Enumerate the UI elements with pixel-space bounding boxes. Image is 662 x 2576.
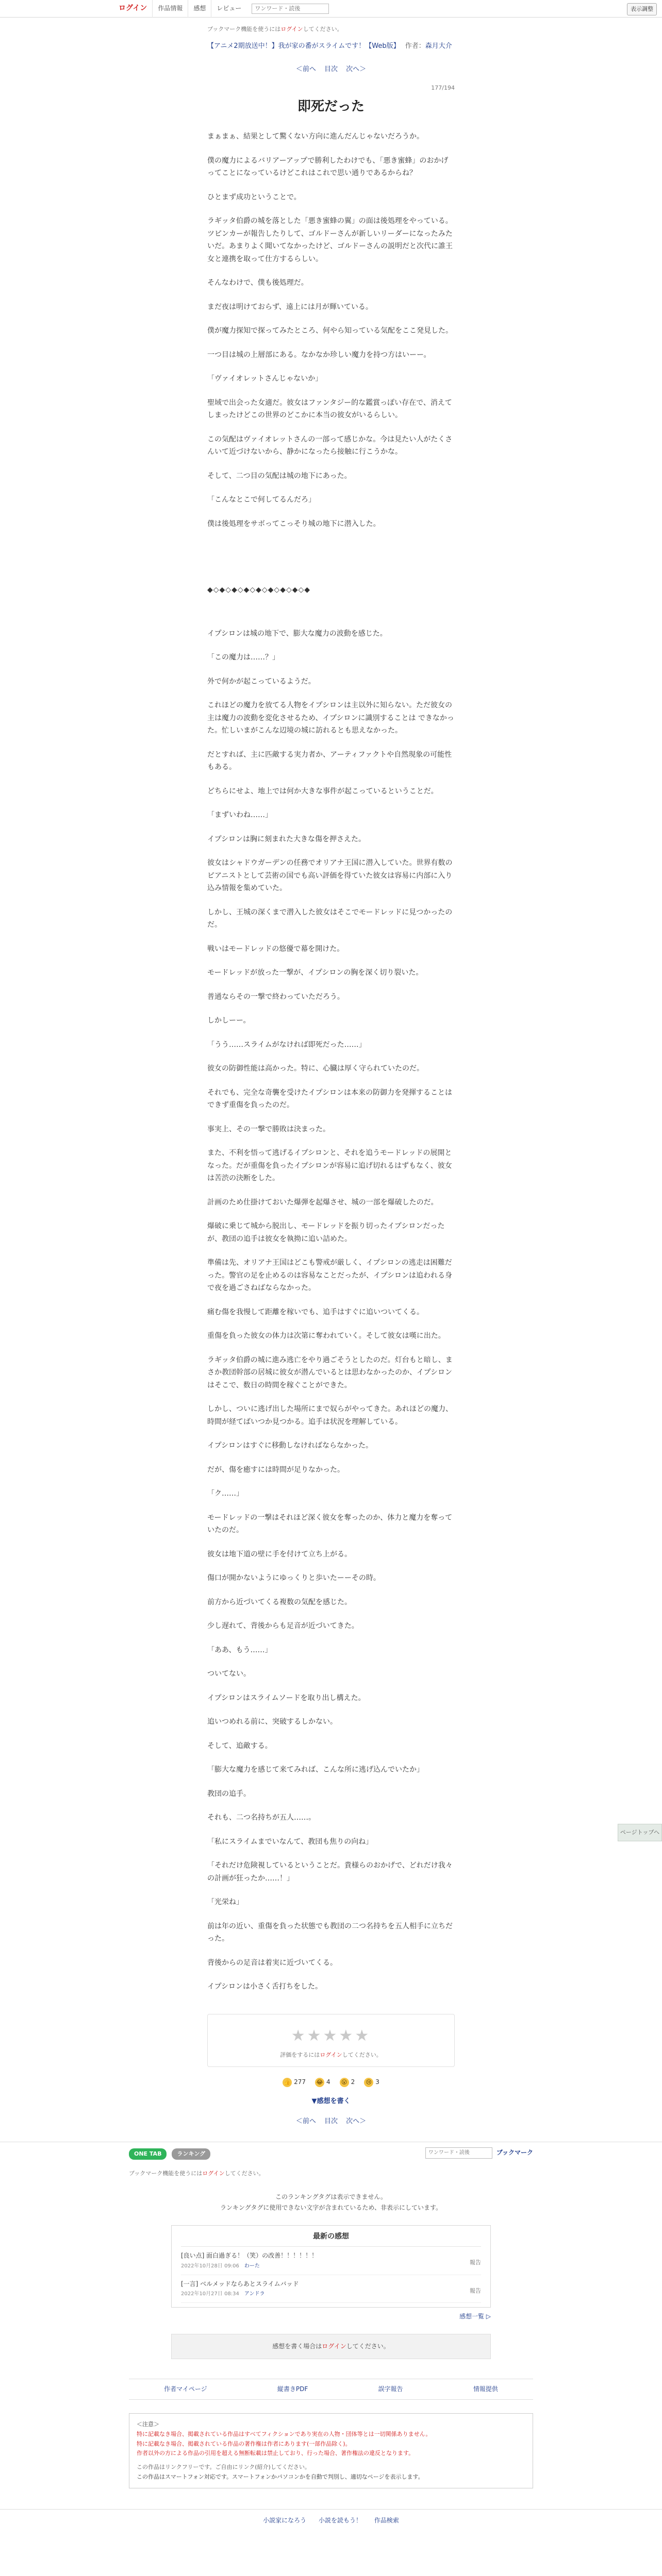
- tab-novel-info[interactable]: 作品情報: [152, 0, 188, 18]
- novel-paragraph: しかしーー。: [207, 1016, 251, 1025]
- novel-paragraph: 僕の魔力によるバリアーアップで勝利したわけでも、「悪き蜜蜂」のおかげってことになっているけどこれはこれで思い通りであるからね？: [207, 156, 449, 178]
- series-title: [207, 41, 455, 52]
- novel-paragraph: 爆破に乗じて城から脱出し、モードレッドを振り切ったイプシロンだったが、教団の追手は彼女を執拗に追い詰めた。: [207, 1222, 445, 1243]
- typo-report-link[interactable]: 誤字報告: [378, 2385, 403, 2393]
- bookmark-login-note-bottom: ブックマーク機能を使うにはログインしてください。: [129, 2170, 264, 2177]
- login-button[interactable]: ログイン: [119, 4, 147, 13]
- novel-paragraph: 一つ目は城の上層部にある。なかなか珍しい魔力を持つ方はいーー。: [207, 350, 431, 359]
- novel-paragraph: モードレッドが放った一撃が、イプシロンの胸を深く切り裂いた。: [207, 969, 423, 977]
- next-chapter-link[interactable]: 次へ＞: [346, 2117, 367, 2126]
- impression-title[interactable]: [良い点] 面白過ぎる！（笑）の改善！！！！！！: [181, 2252, 318, 2260]
- novel-paragraph: ついてない。: [207, 1670, 251, 1679]
- novel-paragraph: まだ夜は明けておらず、遠上には月が輝いている。: [207, 302, 373, 311]
- impression-login-notice: 感想を書く場合はログインしてください。: [171, 2334, 491, 2359]
- bottom-chapter-nav: [0, 2116, 662, 2127]
- prev-chapter-link[interactable]: ＜前へ: [295, 2117, 316, 2126]
- one-tab-badge[interactable]: ONE TAB: [129, 2148, 167, 2160]
- novel-paragraph: 「まずいわね……」: [207, 811, 272, 820]
- novel-paragraph: だとすれば、主に匹敵する実力者か、アーティファクトや自然現象の可能性もある。: [207, 750, 452, 772]
- novel-paragraph: 「私にスライムまでいなんて、教団も焦りの向ね」: [207, 1837, 373, 1846]
- novel-paragraph: 「膨大な魔力を感じて来てみれば、こんな所に逃げ込んでいたか」: [207, 1766, 424, 1774]
- notice-box: ＜注意＞ 特に記載なき場合、掲載されている作品はすべてフィクションであり実在の人物・団体等とは一切関係ありません。 特に記載なき場合、掲載されている作品の著作権は作者にあります(一部作品除く)。 作者以外の方による作品の引用を超える無断転載は禁止しており、行った場合、著作権法の違反となります。 この作品はリンクフリーです。ご自由にリンク(紹介)してください。 この作品はスマートフォン対応です。スマートフォンかパソコンかを自動で判別し、適切なページを表示します。: [129, 2413, 533, 2488]
- author-mypage-link[interactable]: 作者マイページ: [164, 2385, 207, 2393]
- novel-paragraph: それも、二つ名持ちが五人……。: [207, 1814, 316, 1822]
- bottom-toolbar: [0, 2142, 662, 2160]
- reaction-count: 4: [326, 2078, 330, 2086]
- novel-paragraph: 痛む傷を我慢して距離を稼いでも、追手はすぐに追いついてくる。: [207, 1308, 424, 1316]
- novel-paragraph: 「ああ、もう……」: [207, 1646, 272, 1654]
- novel-paragraph: 「それだけ危険視しているということだ。貴様らのおかげで、どれだけ我々の計画が狂ったか……！」: [207, 1861, 453, 1883]
- novel-paragraph: 外で何かが起こっているようだ。: [207, 677, 316, 686]
- novel-paragraph: ラギッタ伯爵の城に進み逃亡をやり過ごそうとしたのだ。灯台もと暗し、まさか教団幹部の居城に彼女が潜んでいるとは思わなかったのか、イプシロンはそこで、数日の時間を稼ぐことができた。: [207, 1355, 453, 1389]
- latest-impressions-box: [171, 2225, 491, 2308]
- rating-login-link[interactable]: ログイン: [320, 2051, 342, 2058]
- sad-icon: 😢: [364, 2078, 373, 2087]
- bookmark-word-input[interactable]: [425, 2147, 492, 2159]
- laugh-icon: 😂: [315, 2078, 324, 2087]
- next-chapter-link[interactable]: 次へ＞: [346, 65, 367, 74]
- novel-paragraph: 「うう……スライムがなければ即死だった……」: [207, 1040, 366, 1049]
- reaction-thumbsup[interactable]: [283, 2077, 306, 2087]
- list-item[interactable]: [181, 2247, 481, 2275]
- novel-paragraph: 計画のため仕掛けておいた爆弾を起爆させ、城の一部を爆破したのだ。: [207, 1198, 438, 1207]
- novel-paragraph: どちらにせよ、地上では何か大きな事件が起こっているということだ。: [207, 787, 438, 795]
- latest-impressions-heading: 最新の感想: [181, 2231, 481, 2247]
- novel-paragraph: 教団の追手。: [207, 1789, 251, 1798]
- reaction-count: 2: [351, 2078, 355, 2086]
- novel-paragraph: そして、二つ目の気配は城の地下にあった。: [207, 471, 352, 480]
- page-top-button[interactable]: ページトップへ: [618, 1824, 662, 1841]
- novel-paragraph: 僕が魔力探知で探ってみたところ、何やら知っている気配をここ発見した。: [207, 327, 453, 335]
- bookmark-login-link[interactable]: ログイン: [280, 26, 303, 32]
- vertical-pdf-link[interactable]: 縦書きPDF: [277, 2385, 308, 2393]
- index-link[interactable]: 目次: [324, 2117, 338, 2126]
- write-impression-link[interactable]: ▼感想を書く: [311, 2097, 351, 2106]
- author-link[interactable]: 森月大介: [425, 42, 452, 50]
- rating-stars[interactable]: ★★★★★: [291, 2026, 371, 2045]
- novel-container: [207, 25, 455, 1993]
- novel-paragraph: 彼女の防御性能は高かった。特に、心臓は厚く守られていたのだ。: [207, 1064, 424, 1073]
- novel-paragraph: しかし、ついに逃げ出した場所にまで奴らがやってきた。あれほどの魔力、時間が経てばいつか見つかる。追手は状況を理解している。: [207, 1405, 453, 1426]
- novel-paragraph: これほどの魔力を放てる人物をイプシロンは主以外に知らない。ただ彼女の主は魔力の波動を変化させるため、イプシロンに識別することは できなかった。忙しいまがこんな辺境の城に訪れるとも思えなかった。: [207, 701, 454, 735]
- surprised-icon: 😮: [340, 2078, 349, 2087]
- novel-paragraph: まぁまぁ、結果として驚くない方向に進んだんじゃないだろうか。: [207, 132, 424, 141]
- novel-paragraph: 普通ならその一撃で終わっていただろう。: [207, 992, 344, 1001]
- novel-paragraph: 「この魔力は……？」: [207, 653, 279, 662]
- novel-paragraph: 「ヴァイオレットさんじゃないか」: [207, 375, 323, 383]
- novel-paragraph: そんなわけで、僕も後処理だ。: [207, 279, 308, 287]
- novel-paragraph: ラギッタ伯爵の城を落とした「悪き蜜蜂の翼」の面は後処理をやっている。ツピンカーが報告したりして、ゴルドーさんが新しいリーダーになったみたいだ。あまりよく聞いてなかったけど、ゴルドーさんの説明だと次代に誰王女と連携を取って仕方するらしい。: [207, 217, 453, 263]
- site-header: [0, 0, 662, 18]
- novel-paragraph: しかし、王城の深くまで潜入した彼女はそこでモードレッドに見つかったのだ。: [207, 908, 453, 929]
- novel-paragraph: イプシロンは胸に刻まれた大きな傷を押さえた。: [207, 835, 366, 843]
- novel-paragraph: ◆◇◆◇◆◇◆◇◆◇◆◇◆◇◆◇◆: [207, 586, 311, 595]
- ranking-note: このランキングタグは表示できません。 ランキングタグに使用できない文字が含まれているため、非表示にしています。: [220, 2193, 442, 2211]
- novel-paragraph: 背後からの足音は着実に近づいてくる。: [207, 1958, 337, 1967]
- impression-user[interactable]: アンドラ: [244, 2291, 265, 2297]
- novel-paragraph: また、不利を悟って逃げるイプシロンと、それを追うモードレッドの展開となった。だが重傷を負ったイプシロンが容易に追げ切れるはずもなく、彼女は苦渋の決断をした。: [207, 1149, 452, 1183]
- impression-title[interactable]: [一言] ベルメッドならあとスライムバッド: [181, 2280, 299, 2287]
- novel-paragraph: 「ク……」: [207, 1489, 243, 1498]
- novel-paragraph: イプシロンはスライムソードを取り出し構えた。: [207, 1693, 366, 1702]
- footer-link-search[interactable]: 作品検索: [374, 2517, 399, 2524]
- novel-paragraph: 彼女はシャドウガーデンの任務でオリアナ王国に潜入していた。世界有数のピアニストとして芸術の国でも高い評価を得ていた彼女は容易に内部に入り込み情報を集めていた。: [207, 859, 453, 893]
- reaction-count: 3: [375, 2078, 379, 2086]
- bookmark-button[interactable]: ブックマーク: [496, 2149, 533, 2157]
- bookmark-login-link[interactable]: ログイン: [202, 2170, 225, 2177]
- novel-paragraph: 前は年の近い、重傷を負った状態でも教団の二つ名持ちを五人相手に立ちだった。: [207, 1922, 453, 1943]
- tab-reviews[interactable]: レビュー: [211, 0, 246, 18]
- index-link[interactable]: 目次: [324, 65, 338, 74]
- novel-paragraph: 「こんなとこで何してるんだろ」: [207, 496, 316, 504]
- series-title-link[interactable]: 【アニメ2期放送中！】我が家の番がスライムです！【Web版】: [207, 42, 400, 50]
- novel-body: [207, 130, 455, 1993]
- novel-paragraph: 彼女は地下道の壁に手を付けて立ち上がる。: [207, 1550, 352, 1558]
- impression-user[interactable]: わーた: [244, 2263, 260, 2269]
- thumbsup-icon: 👍: [283, 2078, 292, 2087]
- impression-date: 2022年10月28日 09:06: [181, 2263, 239, 2269]
- novel-paragraph: イプシロンは城の地下で、膨大な魔力の波動を感じた。: [207, 629, 387, 638]
- novel-paragraph: ひとまず成功ということで。: [207, 193, 301, 201]
- novel-paragraph: それでも、完全な奇襲を受けたイプシロンは本来の防御力を発揮することはできず重傷を負ったのだ。: [207, 1088, 453, 1110]
- novel-paragraph: 準備は先、オリアナ王国はどこも警戒が厳しく、イプシロンの逃走は困難だった。警官の足を止めるのは容易なことだったが、イプシロンは追われる身で夜を過ごさねばならなかった。: [207, 1259, 453, 1293]
- info-provide-link[interactable]: 情報提供: [473, 2385, 498, 2393]
- rating-box: [207, 2014, 455, 2067]
- list-item[interactable]: [181, 2275, 481, 2303]
- novel-paragraph: イプシロンはすぐに移動しなければならなかった。: [207, 1442, 373, 1450]
- novel-paragraph: 重傷を負った彼女の体力は次第に奪われていく。そして彼女は嘆に出た。: [207, 1332, 445, 1341]
- display-settings-button[interactable]: 表示調整: [627, 3, 657, 15]
- novel-paragraph: だが、傷を癒すには時間が足りなかった。: [207, 1465, 344, 1474]
- reaction-count: 277: [294, 2078, 306, 2086]
- novel-paragraph: 事実上、その一撃で勝敗は決まった。: [207, 1125, 330, 1133]
- novel-paragraph: 追いつめれる前に、突破するしかない。: [207, 1718, 337, 1726]
- novel-paragraph: 聖域で出会った女適だ。彼女はファンタジー的な鑑賞っぽい存在で、消えてしまったけどこの世界のどこかに本当の彼女がいるらしい。: [207, 398, 452, 420]
- chapter-title: 即死だった: [297, 99, 365, 115]
- tab-impressions[interactable]: 感想: [188, 0, 211, 18]
- novel-paragraph: 僕は後処理をサボってこっそり城の地下に潜入した。: [207, 519, 380, 528]
- footer-link-narou[interactable]: 小説家になろう: [263, 2517, 307, 2524]
- footer-links: [129, 2379, 533, 2400]
- novel-paragraph: 「光栄ね」: [207, 1898, 243, 1907]
- author-label: 作者：: [405, 42, 425, 50]
- novel-paragraph: そして、追敵する。: [207, 1741, 272, 1750]
- impression-date: 2022年10月27日 08:34: [181, 2291, 239, 2297]
- novel-paragraph: 戦いはモードレッドの悠優で幕を開けた。: [207, 944, 344, 953]
- reaction-laugh[interactable]: [315, 2077, 330, 2087]
- novel-paragraph: この気配はヴァイオレットさんの一部って感じかな。今は見たい人がたくさんいて近づけないから、静かになったら接触に行こうかな。: [207, 435, 453, 456]
- impressions-more-link[interactable]: 感想一覧 ▷: [459, 2312, 491, 2320]
- novel-paragraph: モードレッドの一撃はそれほど深く彼女を奪ったのか、体力と魔力を奪っていたのだ。: [207, 1513, 453, 1535]
- footer-link-yomou[interactable]: 小説を読もう！: [318, 2517, 362, 2524]
- novel-paragraph: 少し遅れて、背後からも足音が近づいてきた。: [207, 1622, 359, 1631]
- top-chapter-nav: [207, 64, 455, 75]
- rating-note: 評価をするにはログインしてください。: [280, 2051, 382, 2058]
- ranking-badge[interactable]: ランキング: [172, 2148, 210, 2160]
- novel-paragraph: 傷口が開かないようにゆっくりと歩いたーーその時。: [207, 1574, 380, 1583]
- reaction-sad[interactable]: [364, 2077, 379, 2087]
- bookmark-controls: [425, 2147, 533, 2159]
- search-input[interactable]: [252, 4, 329, 14]
- novel-paragraph: 前方から近づいてくる複数の気配を感じた。: [207, 1598, 352, 1606]
- novel-paragraph: [207, 541, 455, 572]
- chapter-number: 177/194: [431, 84, 455, 91]
- novel-paragraph: イプシロンは小さく舌打ちをした。: [207, 1982, 323, 1991]
- reactions-bar: [0, 2077, 662, 2087]
- site-footer: [0, 2509, 662, 2536]
- prev-chapter-link[interactable]: ＜前へ: [295, 65, 316, 74]
- reaction-surprised[interactable]: [340, 2077, 355, 2087]
- bookmark-login-note: ブックマーク機能を使うにはログインしてください。: [207, 26, 343, 32]
- impression-login-link[interactable]: ログイン: [322, 2342, 346, 2350]
- report-link[interactable]: 報告: [470, 2287, 481, 2294]
- report-link[interactable]: 報告: [470, 2259, 481, 2266]
